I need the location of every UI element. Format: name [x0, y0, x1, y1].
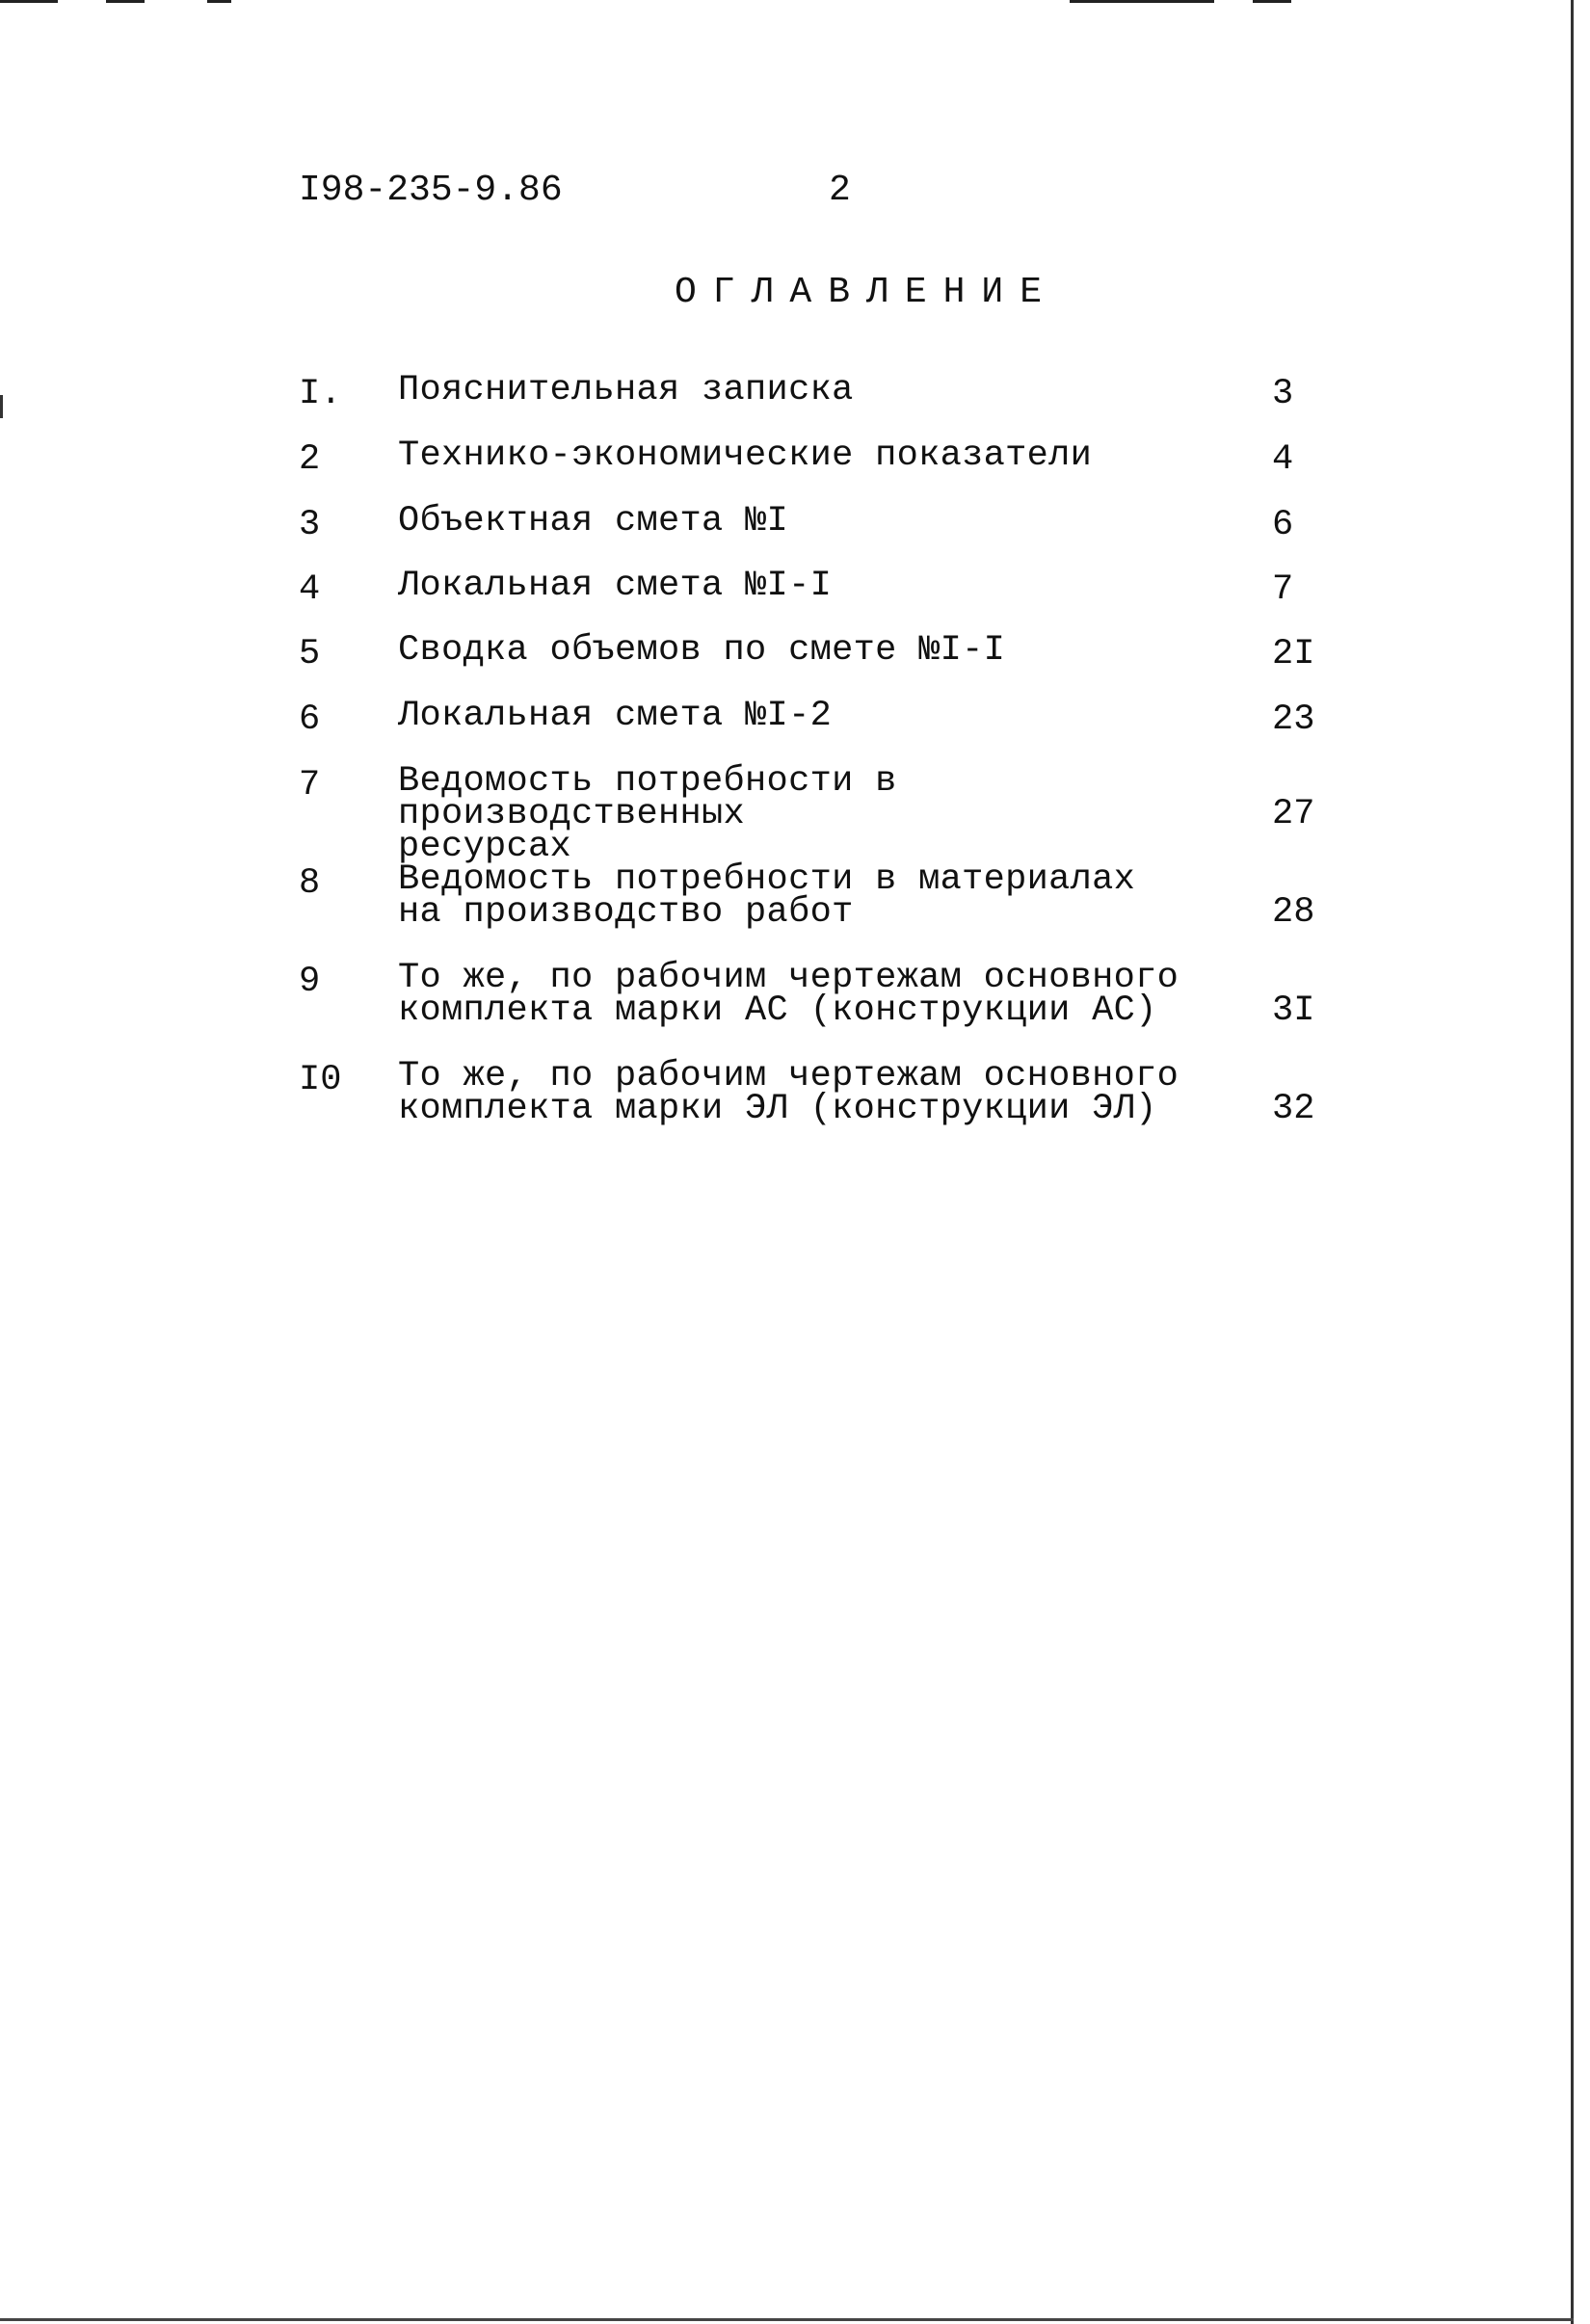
toc-page: 6 — [1272, 505, 1294, 545]
toc-title-line: Ведомость потребности в производственных — [398, 761, 897, 834]
page-number: 2 — [829, 170, 851, 211]
page-title: ОГЛАВЛЕНИЕ — [675, 272, 1059, 313]
scan-edge-left-mark — [0, 395, 3, 418]
toc-page: 3I — [1272, 990, 1315, 1031]
scan-edge-top — [0, 0, 1590, 6]
toc-page: 3 — [1272, 374, 1294, 414]
toc-title-line: Объектная смета №I — [398, 501, 789, 541]
toc-title — [398, 630, 1227, 671]
toc-title-line: Локальная смета №I-2 — [398, 696, 833, 736]
toc-title — [398, 566, 1227, 606]
toc-page: 28 — [1272, 892, 1315, 933]
toc-page: 32 — [1272, 1089, 1315, 1129]
toc-title-line: Сводка объемов по смете №I-I — [398, 630, 1006, 671]
toc-page: 4 — [1272, 439, 1294, 480]
toc-title-line: на производство работ — [398, 892, 854, 933]
toc-page: 2I — [1272, 634, 1315, 674]
toc-index: 7 — [299, 765, 321, 805]
toc-index: 3 — [299, 505, 321, 545]
toc-title-line: комплекта марки АС (конструкции АС) — [398, 990, 1157, 1031]
toc-title-line: То же, по рабочим чертежам основного — [398, 958, 1179, 998]
scan-edge-right — [1571, 0, 1574, 2324]
toc-title — [398, 859, 1227, 933]
toc-title-line: Технико-экономические показатели — [398, 436, 1093, 476]
toc-title-line: То же, по рабочим чертежам основного — [398, 1056, 1179, 1096]
toc-page: 27 — [1272, 794, 1315, 834]
toc-page: 23 — [1272, 700, 1315, 740]
document-code: I98-235-9.86 — [299, 170, 563, 211]
scan-edge-bottom — [0, 2318, 1574, 2321]
toc-index: 8 — [299, 863, 321, 904]
toc-title — [398, 370, 1227, 410]
toc-index: 5 — [299, 634, 321, 674]
toc-title — [398, 501, 1227, 541]
toc-title — [398, 1056, 1227, 1129]
toc-title-line: Локальная смета №I-I — [398, 566, 833, 606]
toc-index: 6 — [299, 700, 321, 740]
toc-title-line: Пояснительная записка — [398, 370, 854, 410]
toc-title — [398, 958, 1227, 1031]
toc-index: I. — [299, 374, 342, 414]
toc-index: 9 — [299, 962, 321, 1002]
toc-title-line: комплекта марки ЭЛ (конструкции ЭЛ) — [398, 1089, 1157, 1129]
toc-title — [398, 696, 1227, 736]
toc-title — [398, 761, 1227, 867]
toc-title-line: ресурсах — [398, 827, 572, 867]
toc-title-line: Ведомость потребности в материалах — [398, 859, 1136, 900]
toc-index: I0 — [299, 1060, 342, 1100]
toc-title — [398, 436, 1227, 476]
toc-index: 2 — [299, 439, 321, 480]
toc-index: 4 — [299, 569, 321, 610]
toc-page: 7 — [1272, 569, 1294, 610]
